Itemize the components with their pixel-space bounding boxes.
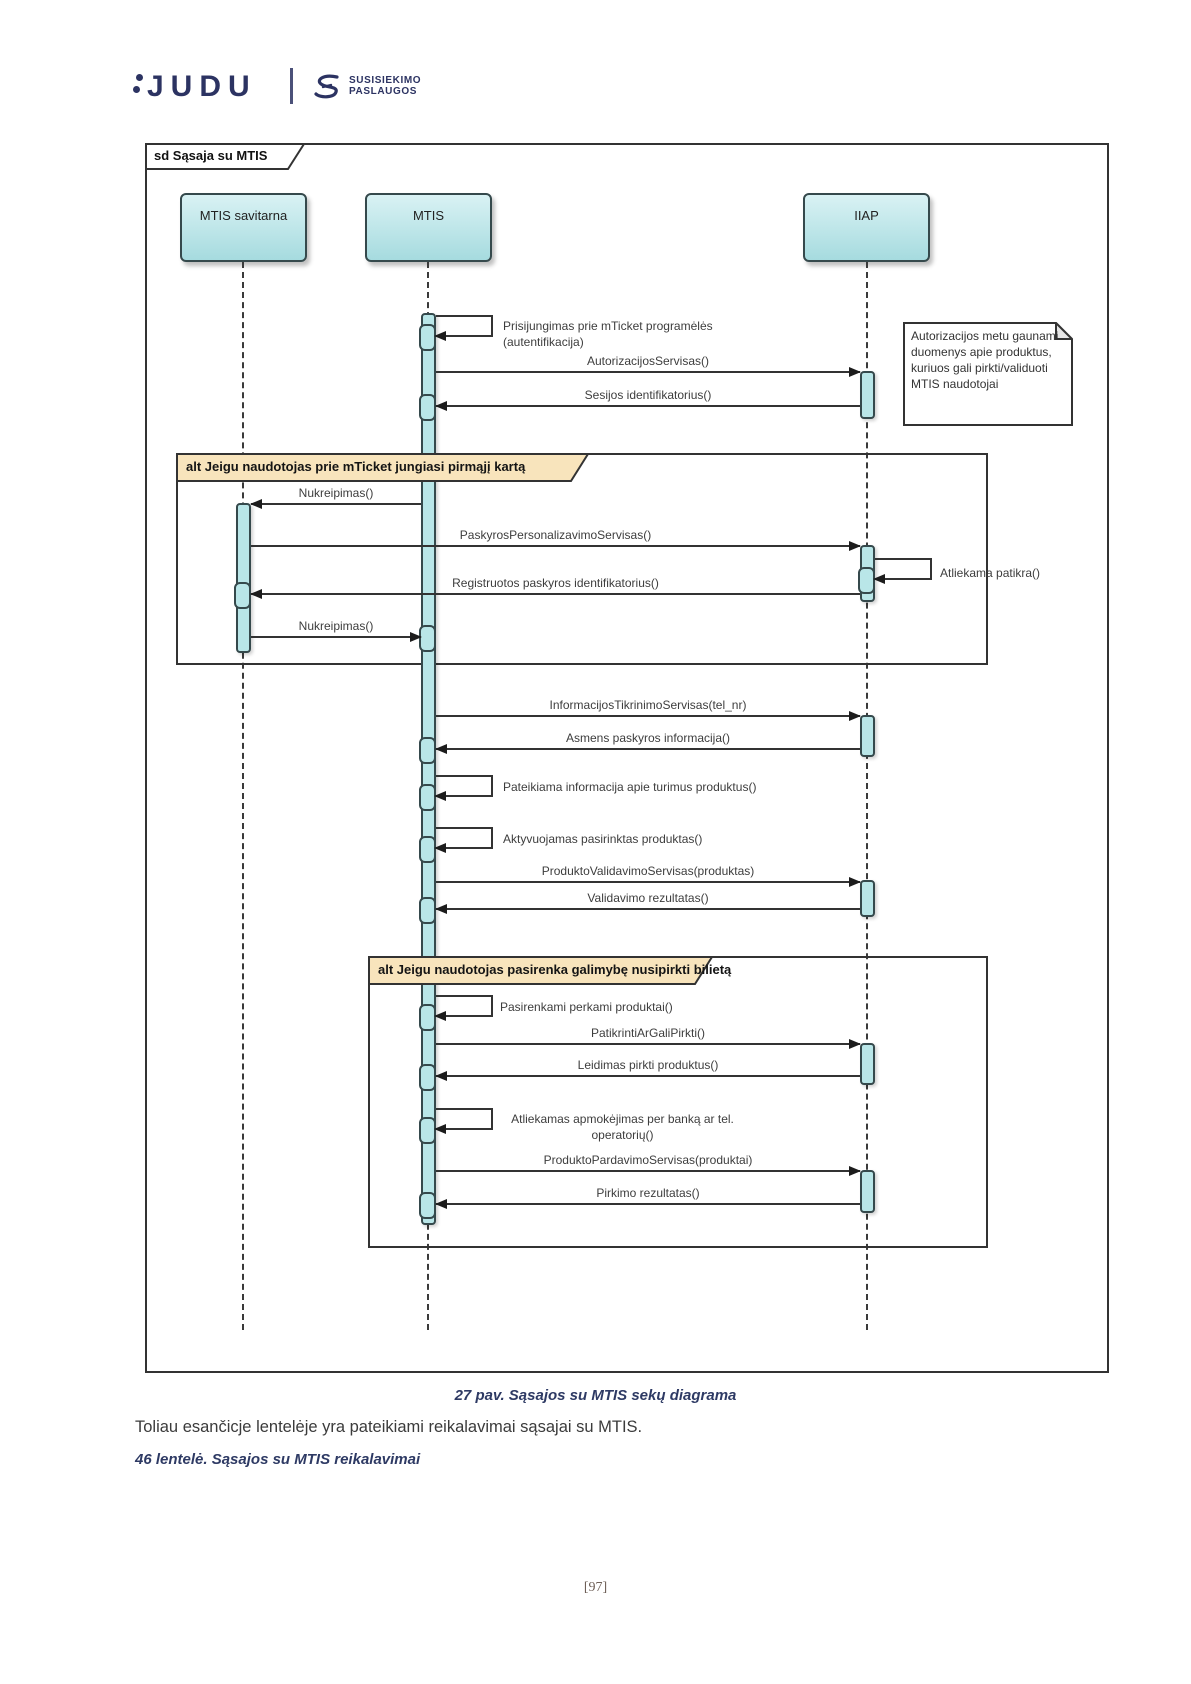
message-line: [436, 405, 860, 407]
nested-activation: [419, 1192, 436, 1219]
message-line: [436, 371, 860, 373]
message: [436, 1023, 860, 1045]
message-label: PatikrintiArGaliPirkti(): [590, 1026, 705, 1040]
header-logo: [133, 60, 453, 110]
note-text: Autorizacijos metu gaunami duomenys apie produktus, kuriuos gali pirkti/validuoti MTIS naudotojai: [911, 329, 1059, 391]
arrowhead-icon: [434, 331, 446, 341]
message-line: [251, 593, 860, 595]
arrowhead-icon: [435, 1199, 447, 1209]
lifeline-head-iiap: IIAP: [803, 193, 930, 262]
judu-brand-text: JUDU: [147, 70, 257, 103]
arrowhead-icon: [434, 1011, 446, 1021]
message-label: Sesijos identifikatorius(): [584, 388, 712, 402]
message-line: [251, 545, 860, 547]
message-label: InformacijosTikrinimoServisas(tel_nr): [549, 698, 747, 712]
activation-bar-mtis-savitarna: [236, 503, 251, 653]
message-label: AutorizacijosServisas(): [586, 354, 710, 368]
message-label: ProduktoPardavimoServisas(produktai): [543, 1153, 753, 1167]
arrowhead-icon: [849, 367, 861, 377]
alt-fragment-buy-ticket-label: [368, 956, 732, 985]
message-line: [436, 1203, 860, 1205]
message-line: [436, 881, 860, 883]
alt-fragment-label-text: alt Jeigu naudotojas prie mTicket jungiasi pirmąjį kartą: [186, 459, 526, 474]
message: [251, 483, 421, 505]
activation-bar-iiap: [860, 371, 875, 419]
arrowhead-icon: [434, 791, 446, 801]
lifeline-head-mtis-savitarna: MTIS savitarna: [180, 193, 307, 262]
message-line: [436, 748, 860, 750]
alt-fragment-first-login-label: [176, 453, 589, 482]
arrowhead-icon: [849, 541, 861, 551]
judu-dot-icon: [136, 74, 143, 81]
self-message: [436, 1108, 493, 1130]
message-label: Atliekamas apmokėjimas per banką ar tel. operatorių(): [511, 1112, 734, 1142]
message-label: ProduktoValidavimoServisas(produktas): [541, 864, 755, 878]
message-label: PaskyrosPersonalizavimoServisas(): [459, 528, 652, 542]
message: [436, 888, 860, 910]
message-label: Pirkimo rezultatas(): [596, 1186, 700, 1200]
message: [436, 728, 860, 750]
arrowhead-icon: [873, 574, 885, 584]
message-label: Asmens paskyros informacija(): [565, 731, 731, 745]
page-number: [97]: [583, 1580, 608, 1595]
nested-activation: [234, 582, 251, 609]
alt-fragment-label-text: alt Jeigu naudotojas pasirenka galimybę nusipirkti bilietą: [378, 962, 732, 977]
self-message: [436, 995, 493, 1017]
message-label: Pateikiama informacija apie turimus produktus(): [503, 780, 757, 794]
arrowhead-icon: [435, 1071, 447, 1081]
nested-activation: [419, 737, 436, 764]
activation-bar-iiap: [860, 880, 875, 917]
activation-bar-iiap: [860, 1043, 875, 1085]
arrowhead-icon: [435, 904, 447, 914]
message-label: Pasirenkami perkami produktai(): [500, 1000, 673, 1014]
message: [251, 616, 421, 638]
activation-bar-iiap: [860, 1170, 875, 1213]
table-caption: 46 lentelė. Sąsajos su MTIS reikalavimai: [135, 1451, 421, 1468]
message: [436, 1055, 860, 1077]
partner-name: [349, 75, 421, 97]
nested-activation: [419, 1064, 436, 1091]
message: [436, 861, 860, 883]
arrowhead-icon: [434, 1124, 446, 1134]
susisiekimo-paslaugos-mark-icon: [311, 74, 343, 100]
arrowhead-icon: [250, 499, 262, 509]
message-label: Nukreipimas(): [298, 619, 374, 633]
message-line: [436, 1170, 860, 1172]
arrowhead-icon: [849, 711, 861, 721]
note: [903, 322, 1073, 426]
message-line: [436, 1075, 860, 1077]
message: [436, 695, 860, 717]
self-message: [875, 558, 932, 580]
message-line: [251, 636, 421, 638]
arrowhead-icon: [435, 401, 447, 411]
figure-caption: 27 pav. Sąsajos su MTIS sekų diagrama: [454, 1387, 737, 1404]
frame-label: [145, 143, 305, 170]
message-line: [436, 1043, 860, 1045]
message: [251, 525, 860, 547]
message: [251, 573, 860, 595]
message: [436, 1150, 860, 1172]
message: [436, 351, 860, 373]
partner-line1: SUSISIEKIMO: [349, 75, 422, 86]
self-message: [436, 827, 493, 849]
nested-activation: [419, 897, 436, 924]
message-label: Registruotos paskyros identifikatorius(): [452, 576, 659, 590]
frame-label-text: sd Sąsaja su MTIS: [154, 148, 268, 163]
message-label: Leidimas pirkti produktus(): [577, 1058, 719, 1072]
message-label: Prisijungimas prie mTicket programėlės (autentifikacija): [503, 319, 713, 349]
arrowhead-icon: [849, 1039, 861, 1049]
self-message: [436, 315, 493, 337]
logo-divider: [290, 68, 293, 104]
lifeline-head-mtis: MTIS: [365, 193, 492, 262]
judu-dot-icon: [133, 86, 140, 93]
arrowhead-icon: [849, 877, 861, 887]
message-label: Nukreipimas(): [298, 486, 374, 500]
arrowhead-icon: [435, 744, 447, 754]
paragraph: Toliau esančicje lentelėje yra pateikiami reikalavimai sąsajai su MTIS.: [135, 1418, 643, 1436]
message-label: Validavimo rezultatas(): [587, 891, 709, 905]
message-label: Atliekama patikra(): [940, 566, 1041, 580]
partner-line2: PASLAUGOS: [349, 86, 417, 97]
arrowhead-icon: [434, 843, 446, 853]
self-message: [436, 775, 493, 797]
arrowhead-icon: [250, 589, 262, 599]
message-line: [436, 908, 860, 910]
message: [436, 385, 860, 407]
message-line: [251, 503, 421, 505]
arrowhead-icon: [410, 632, 422, 642]
message-label: Aktyvuojamas pasirinktas produktas(): [503, 832, 703, 846]
message: [436, 1183, 860, 1205]
activation-bar-iiap: [860, 715, 875, 757]
lifeline-mtis-savitarna: [242, 262, 244, 1330]
nested-activation: [419, 394, 436, 421]
arrowhead-icon: [849, 1166, 861, 1176]
message-line: [436, 715, 860, 717]
